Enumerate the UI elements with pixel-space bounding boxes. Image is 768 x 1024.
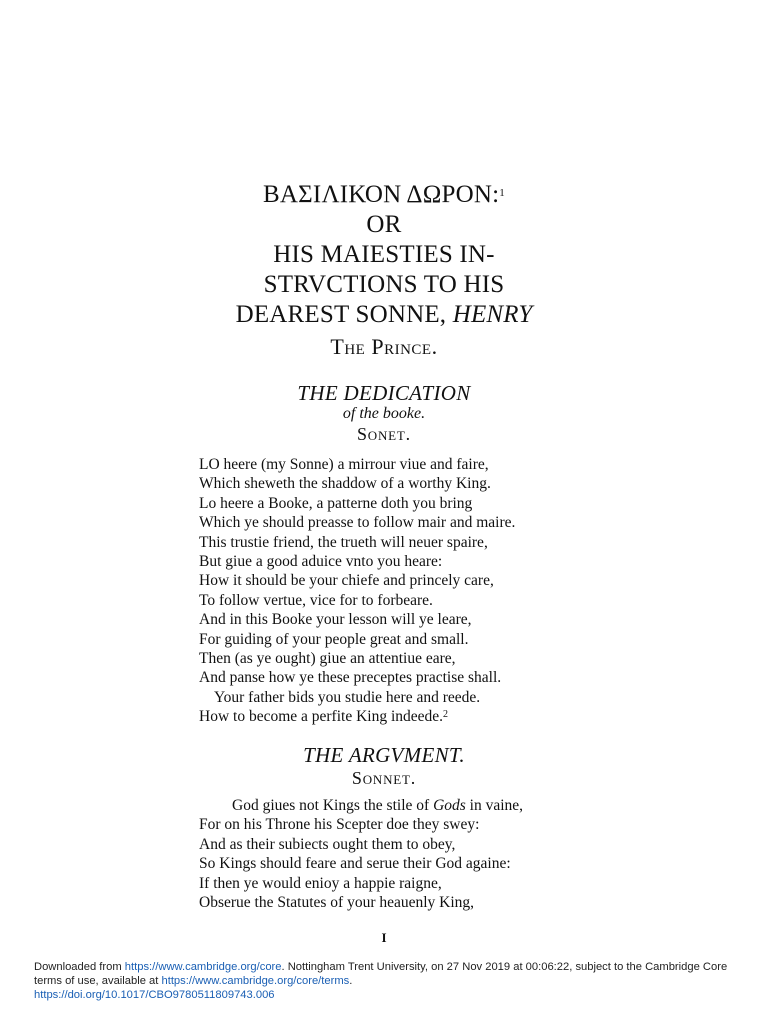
- footer-text: .: [349, 975, 353, 987]
- download-notice: [34, 960, 734, 1002]
- dedication-form: Sonet.: [357, 424, 411, 444]
- title-greek: [0, 180, 768, 210]
- footer-text: . Nottingham Trent University, on 27 Nov 2019 at 00:06:22, subject to the Cambridge Core terms of use, available at: [34, 961, 728, 987]
- poem-line: And as their subiects ought them to obey,: [199, 835, 456, 853]
- argument-heading: THE ARGVMENT.: [303, 743, 465, 767]
- title-line-4: STRVCTIONS TO HIS: [263, 271, 505, 298]
- title-line-5: [0, 300, 768, 330]
- title-line-5-italic: HENRY: [452, 301, 533, 328]
- title-line-3: HIS MAIESTIES IN-: [273, 241, 495, 268]
- poem-line: Lo heere a Booke, a patterne doth you bring: [199, 494, 473, 512]
- poem-line: This trustie friend, the trueth will neuer spaire,: [199, 533, 488, 551]
- poem-couplet-line: [199, 707, 739, 726]
- poem-line-italic: Gods: [433, 797, 466, 814]
- dedication-heading: THE DEDICATION: [297, 381, 471, 405]
- argument-sonnet: [199, 796, 739, 912]
- poem-line-pre: God giues not Kings the stile of: [232, 797, 434, 814]
- poem-line: To follow vertue, vice for to forbeare.: [199, 591, 433, 609]
- poem-line: Which ye should preasse to follow mair and maire.: [199, 514, 516, 532]
- poem-line: If then ye would enioy a happie raigne,: [199, 874, 442, 892]
- title-or: OR: [366, 211, 402, 238]
- poem-line: For guiding of your people great and small.: [199, 630, 469, 648]
- poem-line: And in this Booke your lesson will ye leare,: [199, 611, 472, 629]
- poem-line: How it should be your chiefe and princely care,: [199, 572, 494, 590]
- poem-line-post: in vaine,: [465, 797, 524, 814]
- poem-line: So Kings should feare and serue their God againe:: [199, 855, 511, 873]
- poem-couplet-text: How to become a perfite King indeede.: [199, 708, 444, 726]
- poem-line: LO heere (my Sonne) a mirrour viue and faire,: [199, 456, 489, 473]
- poem-line: And panse how ye these preceptes practise shall.: [199, 669, 502, 687]
- poem-line: For on his Throne his Scepter doe they swey:: [199, 816, 480, 834]
- title-block: [0, 180, 768, 364]
- argument-form: Sonnet.: [351, 768, 417, 788]
- cambridge-core-link[interactable]: https://www.cambridge.org/core: [124, 961, 282, 973]
- dedication-sonnet: [199, 455, 739, 727]
- doi-link[interactable]: https://doi.org/10.1017/CBO9780511809743.006: [34, 989, 275, 1001]
- title-the-prince: The Prince.: [330, 334, 438, 359]
- title-greek-text: ΒΑΣΙΛΙΚΟΝ ΔΩΡΟΝ:: [263, 181, 500, 208]
- poem-line: Obserue the Statutes of your heauenly King,: [199, 894, 475, 912]
- poem-line: [199, 796, 739, 815]
- terms-link[interactable]: https://www.cambridge.org/core/terms: [161, 975, 350, 987]
- argument-heading-block: [0, 743, 768, 789]
- footnote-marker-1: 1: [499, 187, 505, 199]
- dedication-heading-block: [0, 381, 768, 445]
- page-number: I: [381, 930, 387, 945]
- title-line-5-roman: DEAREST SONNE,: [235, 301, 453, 328]
- poem-line: But giue a good aduice vnto you heare:: [199, 553, 443, 571]
- poem-line: Which sheweth the shaddow of a worthy King.: [199, 475, 491, 493]
- poem-couplet-line: Your father bids you studie here and reede.: [214, 688, 481, 706]
- footnote-marker-2: 2: [443, 709, 449, 721]
- footer-text: Downloaded from: [34, 961, 125, 973]
- poem-line: Then (as ye ought) giue an attentiue eare,: [199, 650, 456, 668]
- dedication-subheading: of the booke.: [342, 405, 426, 422]
